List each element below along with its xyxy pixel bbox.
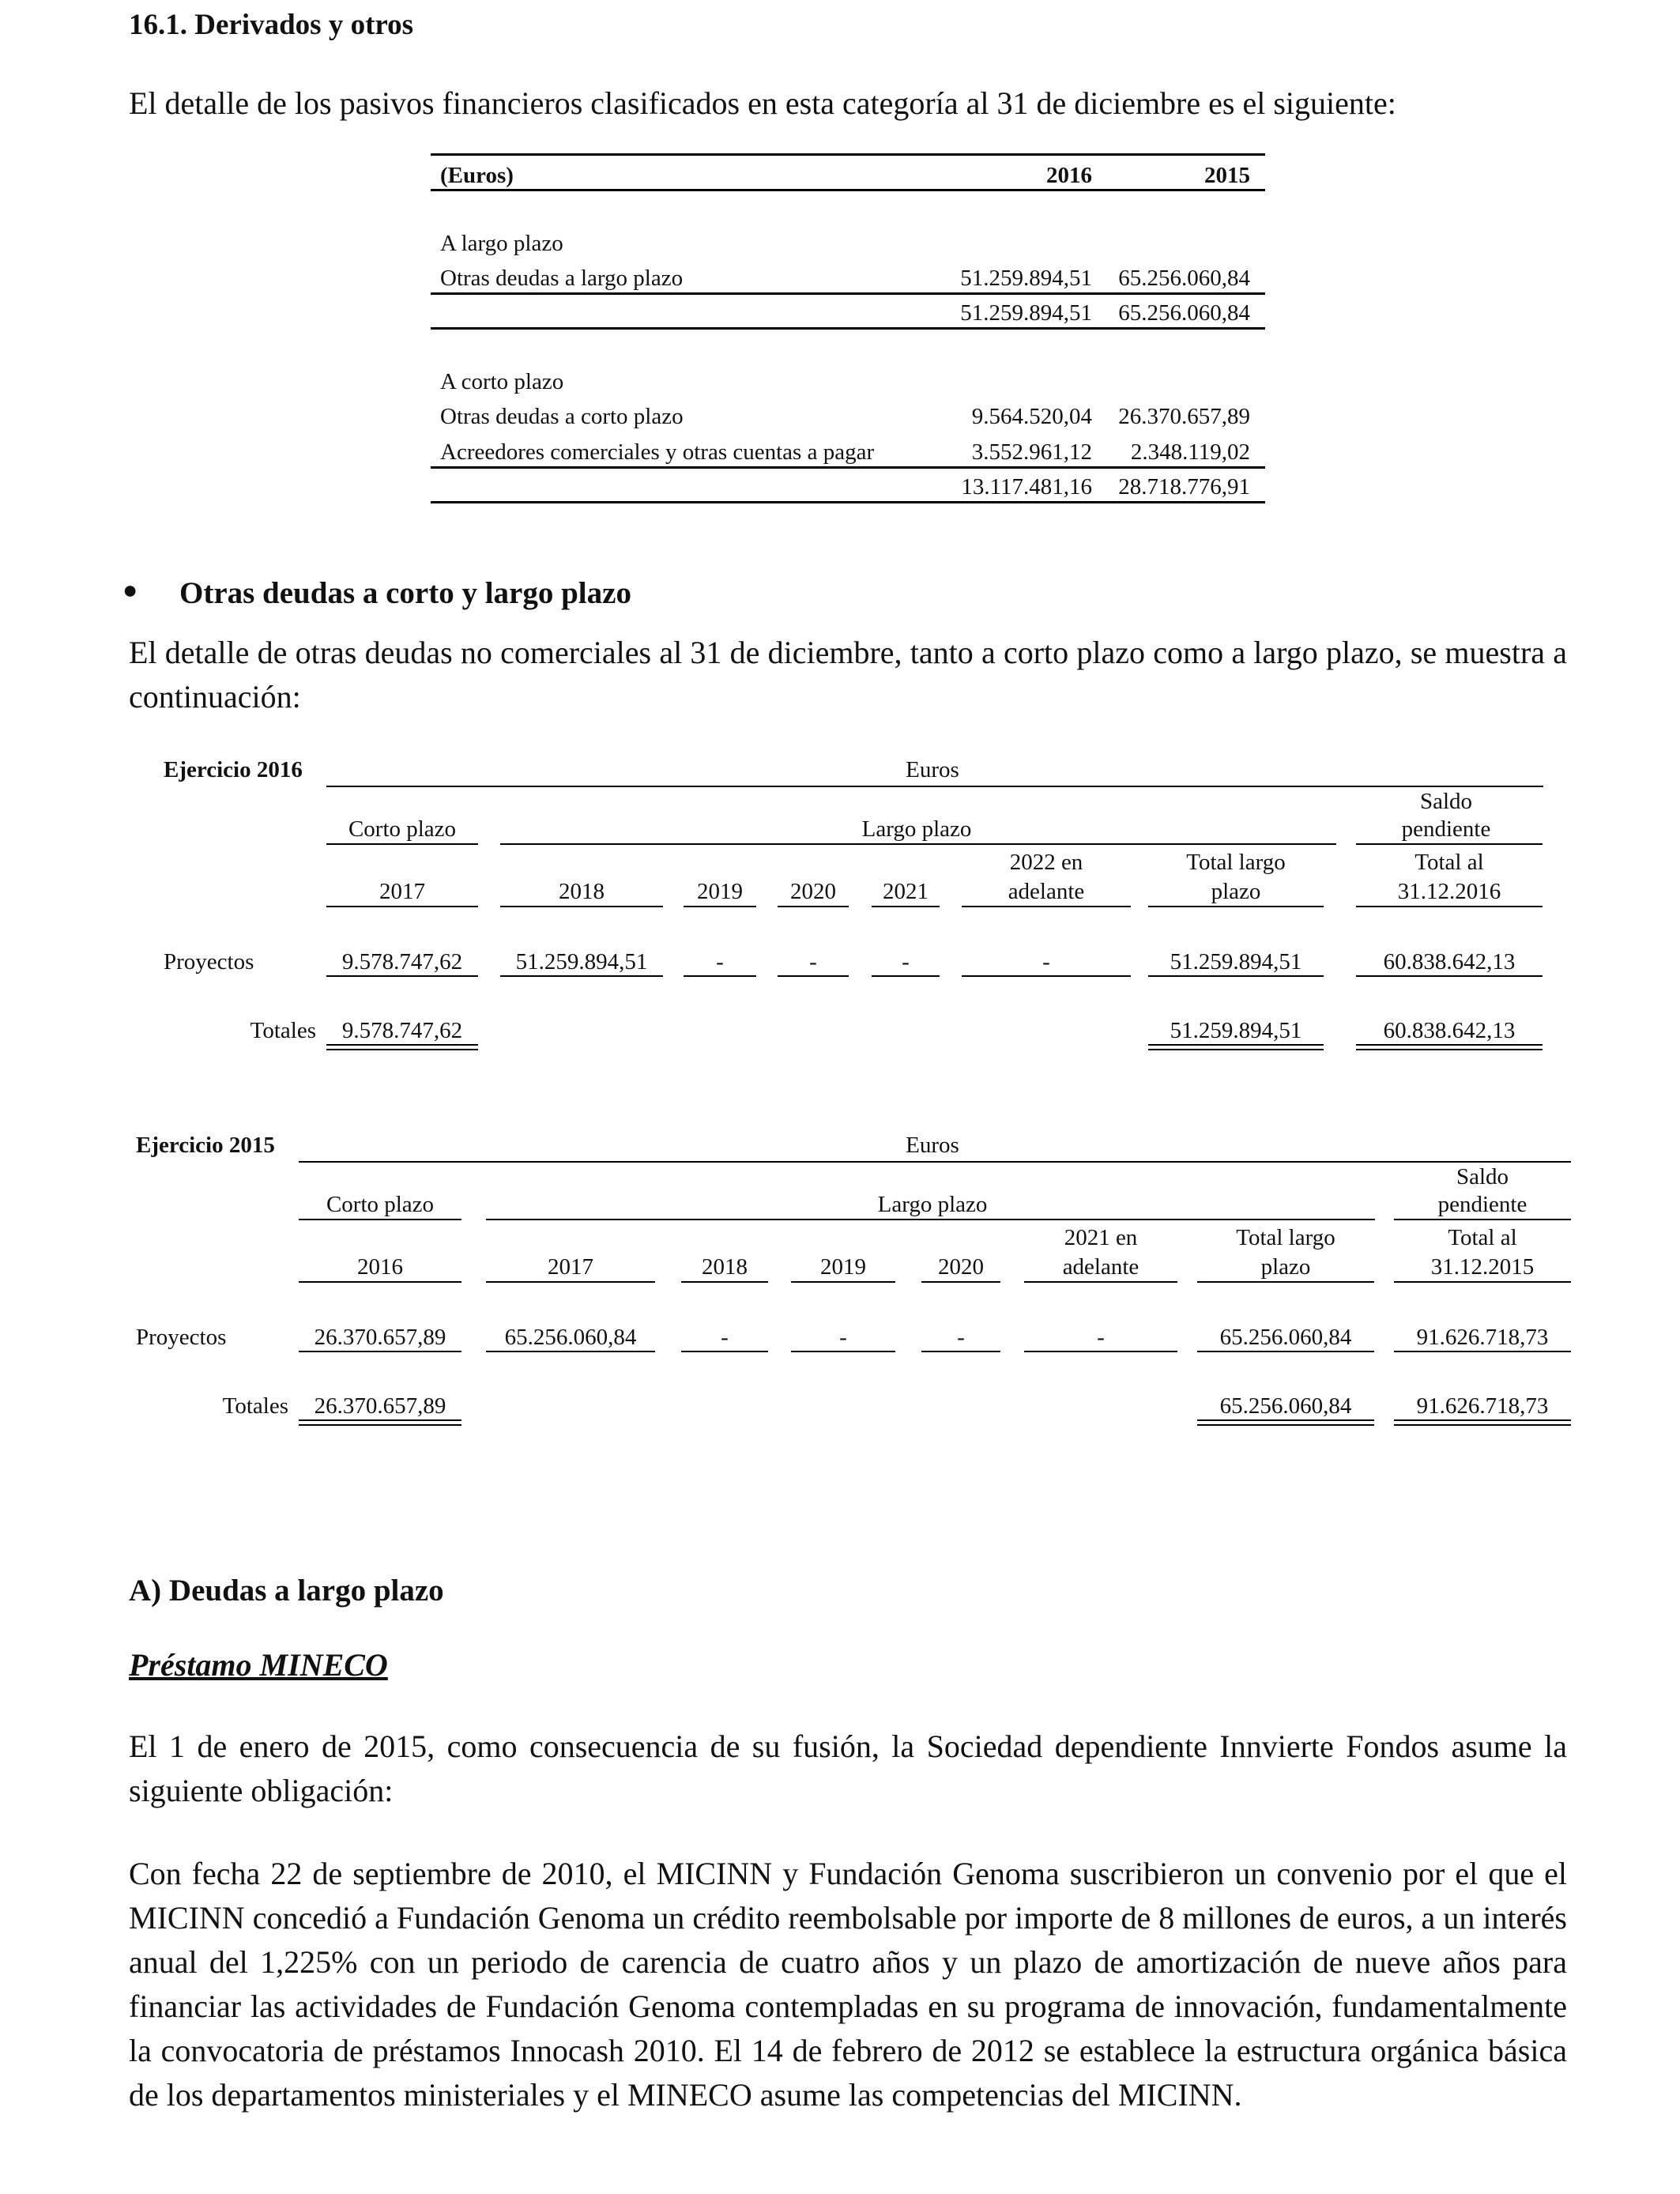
table-cell: - (721, 1325, 729, 1350)
table-row-label: Acreedores comerciales y otras cuentas a pagar (440, 439, 875, 465)
saldo-label: Saldo (1419, 789, 1473, 814)
col-header: 2017 (379, 879, 425, 904)
largo-plazo-label: Largo plazo (861, 816, 972, 842)
subtotal-cell: 28.718.776,91 (1118, 474, 1250, 499)
paragraph-2: Con fecha 22 de septiembre de 2010, el MICINN y Fundación Genoma suscribieron un convenio por el que el MICINN concedió a Fundación Genoma un crédito reembolsable por importe de 8 millones de euros, a un interés anual del 1,225% con un periodo de carencia de cuatro años y un plazo de amortización de nueve años para financiar las actividades de Fundación Genoma contempladas en su programa de innovación, fundamentalmente la convocatoria de préstamos Innocash 2010. El 14 de febrero de 2012 se establece la estructura orgánica básica de los departamentos ministeriales y el MINECO asume las competencias del MICINN. (129, 1856, 1567, 2113)
col-header: 2018 (702, 1254, 748, 1280)
saldo-label: Saldo (1456, 1164, 1509, 1189)
table-cell: 51.259.894,51 (960, 266, 1092, 291)
total-cell: 51.259.894,51 (1170, 1018, 1302, 1043)
totals-label: Totales (250, 1018, 316, 1043)
table-cell: - (1042, 949, 1050, 974)
col-header: adelante (1008, 879, 1085, 904)
corto-plazo-label: Corto plazo (348, 816, 457, 842)
table-cell: 26.370.657,89 (314, 1325, 446, 1350)
table-cell: - (716, 949, 724, 974)
col-header: 31.12.2016 (1397, 879, 1501, 904)
table-cell: 26.370.657,89 (1118, 404, 1250, 429)
table-cell: 9.564.520,04 (971, 404, 1092, 429)
pendiente-label: pendiente (1437, 1192, 1527, 1217)
table-cell: 65.256.060,84 (504, 1325, 637, 1350)
table-cell: - (957, 1325, 965, 1350)
table-cell: - (902, 949, 910, 974)
pendiente-label: pendiente (1401, 816, 1491, 842)
table-cell: 3.552.961,12 (971, 439, 1092, 465)
total-cell: 9.578.747,62 (341, 1018, 463, 1043)
col-header: Total largo (1186, 850, 1286, 875)
table-cell: 2.348.119,02 (1130, 439, 1250, 465)
col-header: 31.12.2015 (1430, 1254, 1535, 1280)
intro-text: El detalle de los pasivos financieros clasificados en esta categoría al 31 de diciembre es el siguiente: (129, 85, 1396, 121)
col-header: Total largo (1236, 1225, 1335, 1250)
col-header: 2021 en (1064, 1225, 1138, 1250)
table-cell: 65.256.060,84 (1118, 266, 1250, 291)
subtotal-cell: 65.256.060,84 (1118, 300, 1250, 326)
table-header-2016: 2016 (1046, 163, 1092, 188)
col-header: plazo (1260, 1254, 1311, 1280)
table-cell: 51.259.894,51 (1170, 949, 1302, 974)
totals-label: Totales (222, 1393, 288, 1419)
subtotal-cell: 51.259.894,51 (960, 300, 1092, 326)
corto-plazo-label: Corto plazo (326, 1192, 435, 1217)
table-row-label: Otras deudas a corto plazo (440, 404, 684, 429)
col-header: 2018 (559, 879, 605, 904)
col-header: Total al (1414, 850, 1484, 875)
table-cell: 60.838.642,13 (1383, 949, 1516, 974)
col-header: 2016 (357, 1254, 403, 1280)
table-cell: - (809, 949, 817, 974)
table-cell: - (1097, 1325, 1105, 1350)
col-header: Total al (1448, 1225, 1517, 1250)
row-label: Proyectos (164, 949, 254, 974)
col-header: 2022 en (1009, 850, 1083, 875)
bullet-text: El detalle de otras deudas no comerciales al 31 de diciembre, tanto a corto plazo como a largo plazo, se muestra a continuación: (129, 635, 1567, 714)
table-cell: 51.259.894,51 (515, 949, 648, 974)
total-cell: 60.838.642,13 (1383, 1018, 1516, 1043)
col-header: adelante (1062, 1254, 1139, 1280)
subtitle-prestamo: Préstamo MINECO (129, 1647, 388, 1683)
table-title: Ejercicio 2016 (164, 757, 303, 782)
col-header: 2017 (548, 1254, 593, 1280)
table-header-euros: (Euros) (440, 163, 514, 188)
table-cell: - (839, 1325, 847, 1350)
total-cell: 65.256.060,84 (1219, 1393, 1352, 1419)
section-a-heading: A) Deudas a largo plazo (129, 1574, 444, 1608)
bullet-title: Otras deudas a corto y largo plazo (179, 576, 631, 610)
largo-plazo-label: Largo plazo (877, 1192, 988, 1217)
short-term-title: A corto plazo (440, 369, 564, 394)
table-row-label: Otras deudas a largo plazo (440, 266, 684, 291)
table-title: Ejercicio 2015 (136, 1133, 275, 1158)
col-header: 2021 (883, 879, 929, 904)
bullet-icon: ● (122, 575, 138, 604)
col-header: plazo (1211, 879, 1261, 904)
row-label: Proyectos (136, 1325, 227, 1350)
paragraph-1: El 1 de enero de 2015, como consecuencia de su fusión, la Sociedad dependiente Innvierte Fondos asume la siguiente obligación: (129, 1728, 1567, 1808)
total-cell: 91.626.718,73 (1416, 1393, 1549, 1419)
long-term-title: A largo plazo (440, 231, 563, 256)
euros-label: Euros (906, 1133, 959, 1158)
total-cell: 26.370.657,89 (314, 1393, 446, 1419)
col-header: 2019 (820, 1254, 866, 1280)
col-header: 2020 (938, 1254, 984, 1280)
table-cell: 91.626.718,73 (1416, 1325, 1549, 1350)
table-cell: 9.578.747,62 (341, 949, 463, 974)
col-header: 2020 (790, 879, 836, 904)
section-heading: 16.1. Derivados y otros (129, 9, 414, 41)
subtotal-cell: 13.117.481,16 (961, 474, 1092, 499)
col-header: 2019 (697, 879, 743, 904)
table-header-2015: 2015 (1204, 163, 1250, 188)
table-cell: 65.256.060,84 (1219, 1325, 1352, 1350)
euros-label: Euros (906, 757, 959, 782)
